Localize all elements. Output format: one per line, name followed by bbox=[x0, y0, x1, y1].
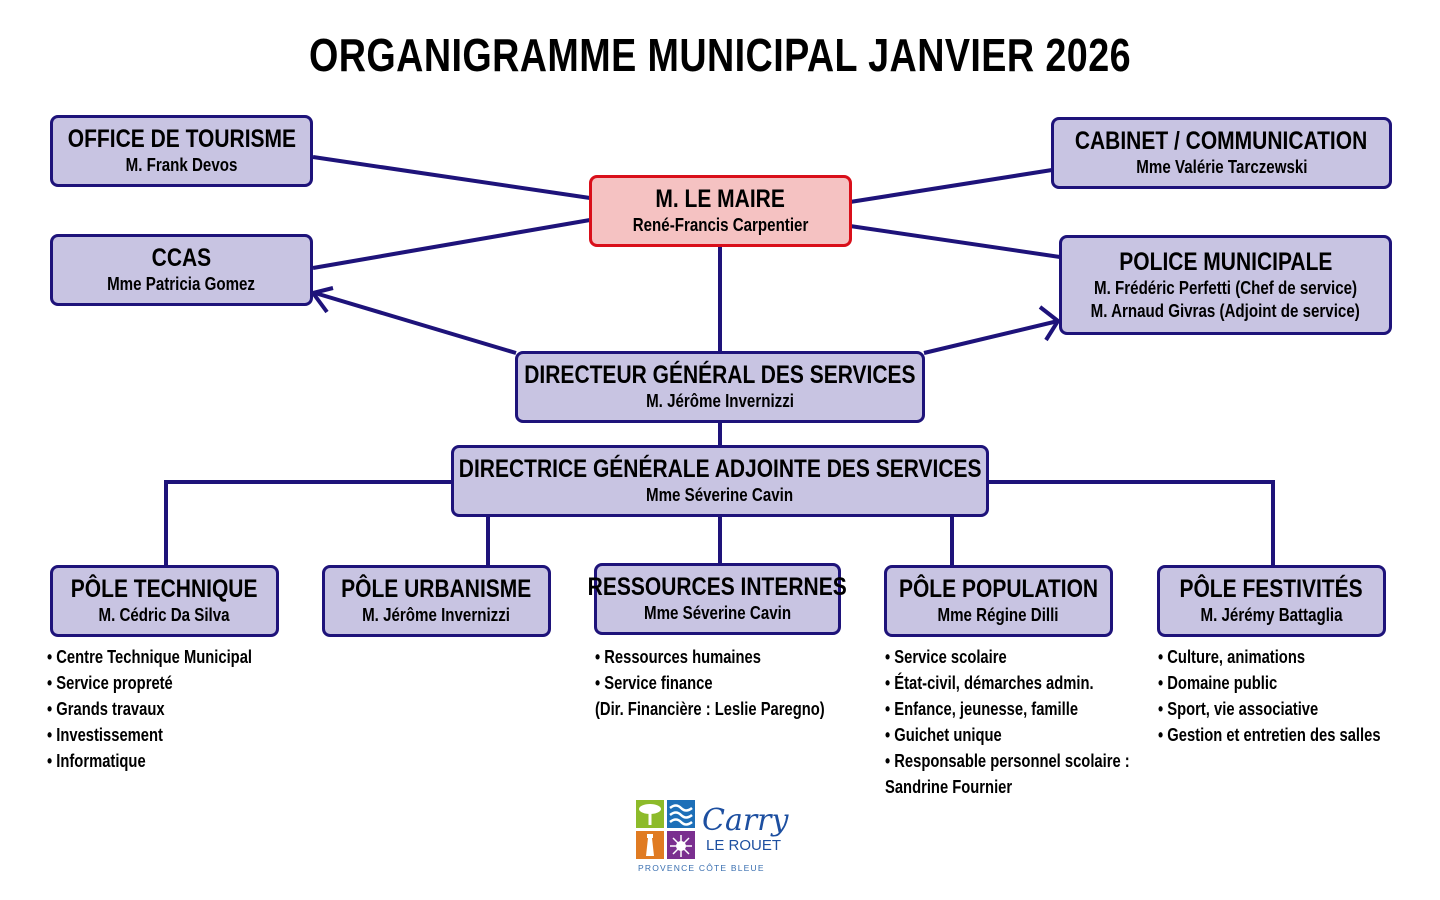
list-item: • Gestion et entretien des salles bbox=[1158, 722, 1381, 748]
pole-festivites-services bbox=[1158, 644, 1381, 748]
pine-tree-icon bbox=[636, 800, 664, 828]
box-ccas bbox=[50, 234, 313, 306]
link-dgs-police bbox=[924, 321, 1058, 353]
list-item: • Domaine public bbox=[1158, 670, 1381, 696]
link-dgas-pole-festivites bbox=[988, 482, 1273, 566]
list-note: Sandrine Fournier bbox=[885, 777, 1013, 797]
logo-script: Carry bbox=[702, 803, 789, 838]
list-item: • Ressources humaines bbox=[595, 644, 825, 670]
box-person: Mme Patricia Gomez bbox=[107, 274, 256, 294]
list-item: • Service finance bbox=[595, 670, 825, 696]
list-item: • Enfance, jeunesse, famille bbox=[885, 696, 1130, 722]
list-note: (Dir. Financière : Leslie Paregno) bbox=[595, 699, 825, 719]
link-dgas-pole-technique bbox=[166, 482, 452, 566]
box-pole-urbanisme bbox=[322, 565, 551, 637]
sea-urchin-icon bbox=[667, 831, 695, 859]
box-person-chef: M. Frédéric Perfetti (Chef de service) bbox=[1093, 277, 1357, 298]
list-item: • Culture, animations bbox=[1158, 644, 1381, 670]
logo-subtitle: LE ROUET bbox=[706, 837, 782, 854]
box-police-municipale bbox=[1059, 235, 1392, 335]
box-title: OFFICE DE TOURISME bbox=[67, 125, 296, 153]
pole-technique-services bbox=[47, 644, 252, 774]
box-ressources-internes bbox=[587, 563, 848, 635]
list-item: • Sport, vie associative bbox=[1158, 696, 1381, 722]
box-pole-festivites bbox=[1157, 565, 1386, 637]
box-title: POLICE MUNICIPALE bbox=[1118, 247, 1333, 276]
list-item: • Centre Technique Municipal bbox=[47, 644, 252, 670]
page-title: ORGANIGRAMME MUNICIPAL JANVIER 2026 bbox=[309, 29, 1131, 81]
link-dgs-ccas bbox=[315, 293, 516, 353]
ressources-internes-services bbox=[595, 644, 825, 722]
box-person-adjoint: M. Arnaud Givras (Adjoint de service) bbox=[1090, 300, 1361, 321]
box-person: Mme Séverine Cavin bbox=[646, 485, 794, 505]
box-pole-population bbox=[884, 565, 1113, 637]
box-office-tourisme bbox=[50, 115, 313, 187]
box-person: M. Jérôme Invernizzi bbox=[362, 605, 511, 625]
box-title: RESSOURCES INTERNES bbox=[587, 573, 848, 601]
list-item: • Guichet unique bbox=[885, 722, 1130, 748]
carry-le-rouet-logo bbox=[636, 800, 806, 875]
waves-icon bbox=[667, 800, 695, 828]
box-title: PÔLE TECHNIQUE bbox=[71, 575, 258, 603]
box-person: Mme Régine Dilli bbox=[938, 605, 1059, 625]
list-item: • Service scolaire bbox=[885, 644, 1130, 670]
link-maire-cabinet bbox=[850, 170, 1052, 202]
arrowhead-ccas bbox=[313, 288, 333, 312]
list-item: • Service propreté bbox=[47, 670, 252, 696]
link-maire-police bbox=[850, 226, 1060, 257]
box-dgs bbox=[515, 351, 925, 423]
list-item: • Responsable personnel scolaire : bbox=[885, 748, 1130, 774]
box-title: M. LE MAIRE bbox=[655, 185, 786, 213]
box-title: CABINET / COMMUNICATION bbox=[1075, 127, 1368, 155]
box-title: PÔLE URBANISME bbox=[341, 575, 532, 603]
pole-population-services bbox=[885, 644, 1130, 800]
list-item: • État-civil, démarches admin. bbox=[885, 670, 1130, 696]
box-title: CCAS bbox=[151, 244, 212, 272]
box-cabinet-communication bbox=[1051, 117, 1392, 189]
box-pole-technique bbox=[50, 565, 279, 637]
list-item: • Investissement bbox=[47, 722, 252, 748]
logo-tagline: PROVENCE CÔTE BLEUE bbox=[638, 863, 765, 873]
box-title: DIRECTEUR GÉNÉRAL DES SERVICES bbox=[524, 361, 916, 389]
lighthouse-icon bbox=[636, 831, 664, 859]
box-person: M. Jérôme Invernizzi bbox=[646, 391, 794, 411]
box-dgas bbox=[451, 445, 989, 517]
box-person: Mme Valérie Tarczewski bbox=[1135, 157, 1308, 177]
box-person: René-Francis Carpentier bbox=[632, 215, 809, 235]
list-item: • Informatique bbox=[47, 748, 252, 774]
link-maire-tourisme bbox=[313, 157, 590, 198]
list-item: • Grands travaux bbox=[47, 696, 252, 722]
box-person: M. Jérémy Battaglia bbox=[1200, 605, 1343, 625]
box-title: PÔLE FESTIVITÉS bbox=[1179, 575, 1364, 603]
box-maire bbox=[589, 175, 852, 247]
box-title: PÔLE POPULATION bbox=[898, 575, 1099, 603]
link-maire-ccas bbox=[313, 220, 590, 268]
box-title: DIRECTRICE GÉNÉRALE ADJOINTE DES SERVICES bbox=[458, 455, 982, 483]
box-person: M. Cédric Da Silva bbox=[98, 605, 231, 625]
box-person: M. Frank Devos bbox=[125, 155, 238, 175]
box-person: Mme Séverine Cavin bbox=[643, 603, 792, 623]
